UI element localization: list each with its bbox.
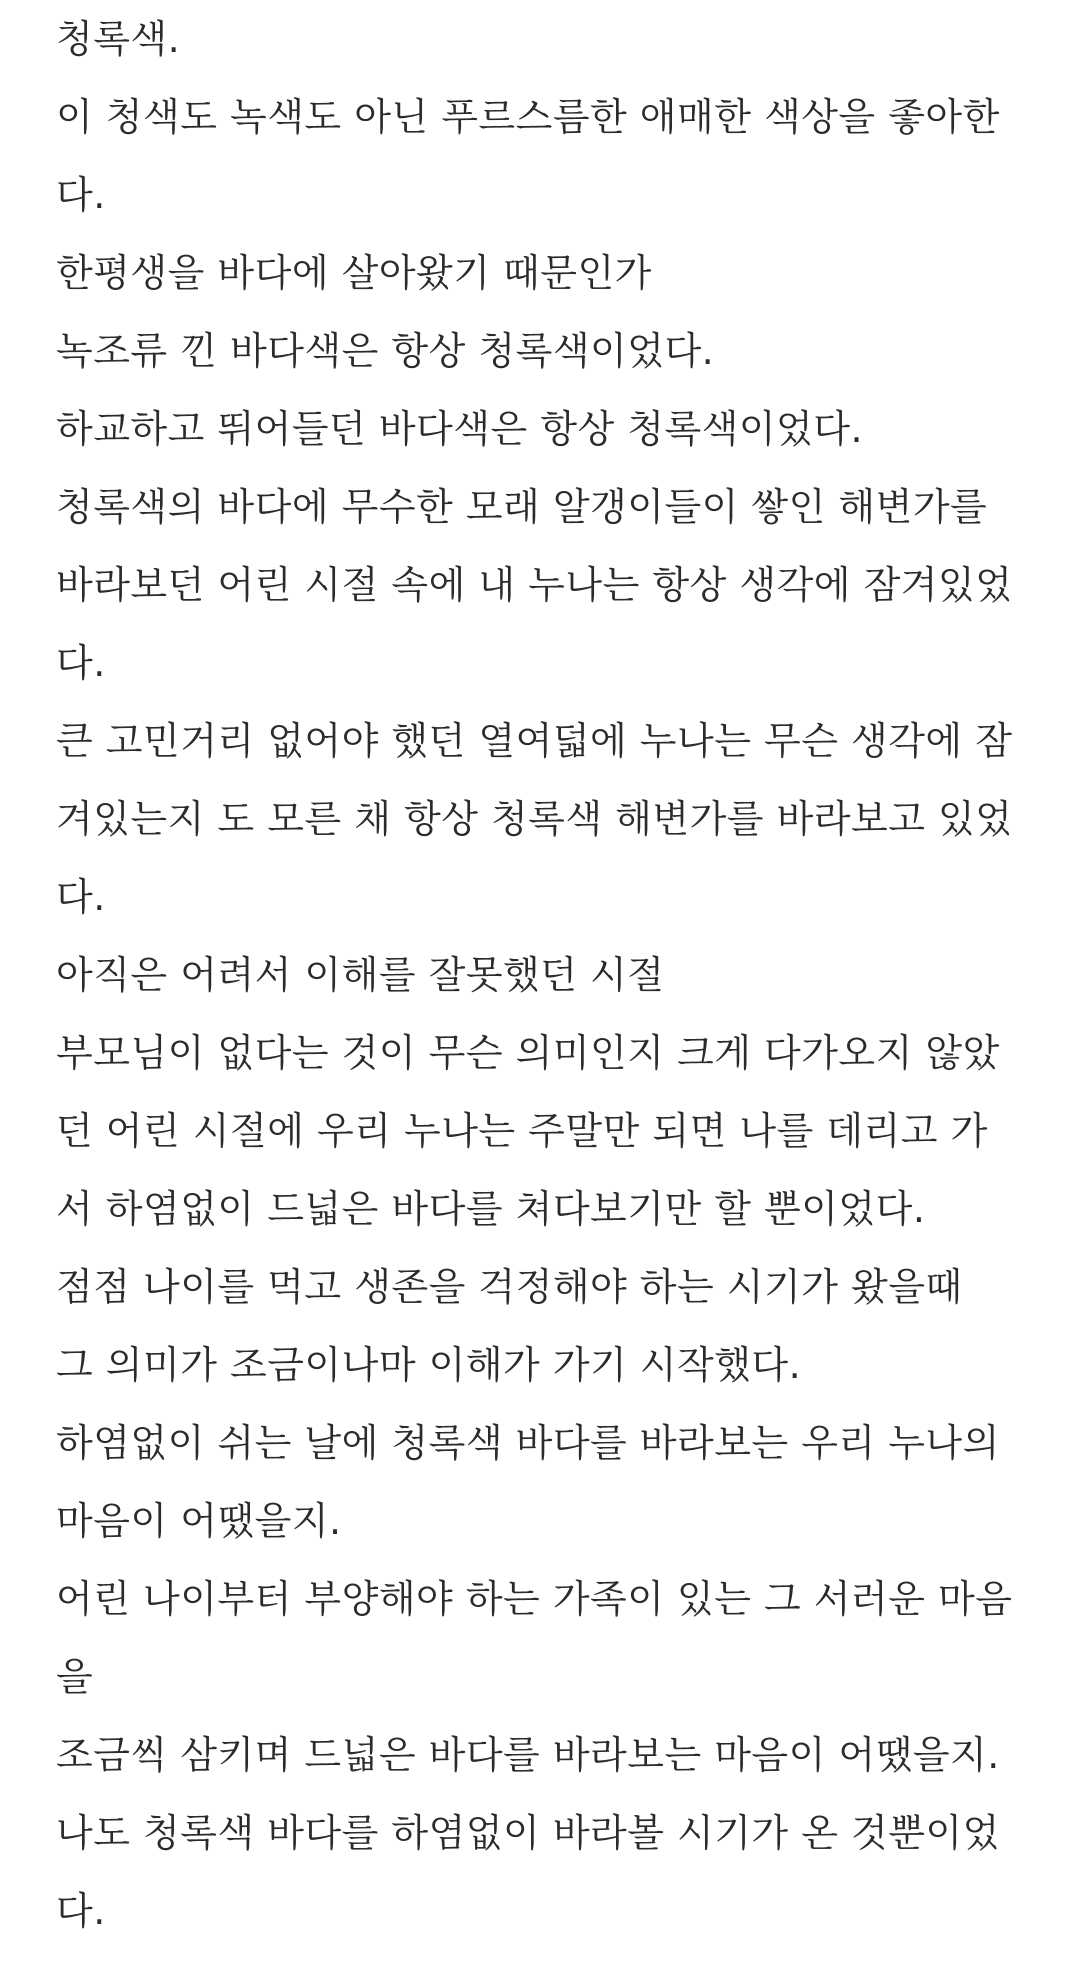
text-line: 바라보던 어린 시절 속에 내 누나는 항상 생각에 잠겨있었	[56, 563, 1013, 607]
text-line: 부모님이 없다는 것이 무슨 의미인지 크게 다가오지 않았	[56, 1031, 1000, 1075]
text-line: 조금씩 삼키며 드넓은 바다를 바라보는 마음이 어땠을지.	[56, 1733, 1000, 1777]
text-line: 하염없이 쉬는 날에 청록색 바다를 바라보는 우리 누나의	[56, 1421, 1000, 1465]
text-line: 을	[56, 1655, 94, 1699]
text-line: 다.	[56, 875, 106, 919]
text-line: 이 청색도 녹색도 아닌 푸르스름한 애매한 색상을 좋아한	[56, 95, 1000, 139]
text-line: 녹조류 낀 바다색은 항상 청록색이었다.	[56, 329, 715, 373]
text-line: 서 하염없이 드넓은 바다를 쳐다보기만 할 뿐이었다.	[56, 1187, 926, 1231]
text-line: 큰 고민거리 없어야 했던 열여덟에 누나는 무슨 생각에 잠	[56, 719, 1013, 763]
text-line: 다.	[56, 173, 106, 217]
text-line: 다.	[56, 641, 106, 685]
text-line: 나도 청록색 바다를 하염없이 바라볼 시기가 온 것뿐이었	[56, 1811, 1000, 1855]
text-line: 던 어린 시절에 우리 누나는 주말만 되면 나를 데리고 가	[56, 1109, 988, 1153]
article-body	[56, 0, 1056, 1950]
text-line: 청록색의 바다에 무수한 모래 알갱이들이 쌓인 해변가를	[56, 485, 988, 529]
text-line: 어린 나이부터 부양해야 하는 가족이 있는 그 서러운 마음	[56, 1577, 1013, 1621]
text-line: 아직은 어려서 이해를 잘못했던 시절	[56, 953, 665, 997]
text-line: 한평생을 바다에 살아왔기 때문인가	[56, 251, 652, 295]
text-line: 마음이 어땠을지.	[56, 1499, 342, 1543]
text-line: 겨있는지 도 모른 채 항상 청록색 해변가를 바라보고 있었	[56, 797, 1013, 841]
text-line: 청록색.	[56, 17, 181, 61]
text-line: 그 의미가 조금이나마 이해가 가기 시작했다.	[56, 1343, 802, 1387]
text-line: 점점 나이를 먹고 생존을 걱정해야 하는 시기가 왔을때	[56, 1265, 963, 1309]
text-line: 다.	[56, 1889, 106, 1933]
text-line: 하교하고 뛰어들던 바다색은 항상 청록색이었다.	[56, 407, 864, 451]
